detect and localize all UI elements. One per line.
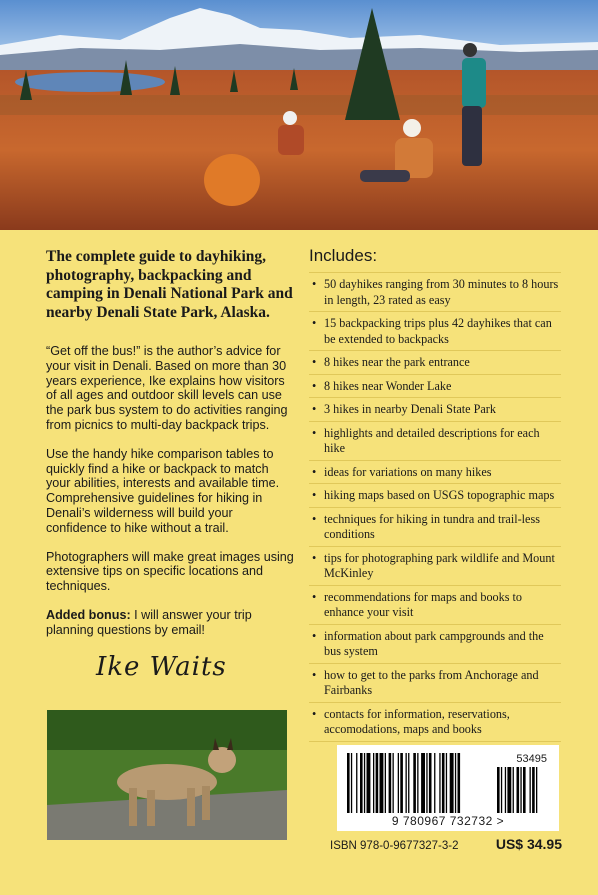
list-item: • 50 dayhikes ranging from 30 minutes to 8 hours in length, 23 rated as easy	[309, 273, 561, 312]
includes-column	[309, 246, 561, 742]
list-item: • tips for photographing park wildlife and Mount McKinley	[309, 547, 561, 586]
includes-list	[309, 272, 561, 742]
list-item: • recommendations for maps and books to enhance your visit	[309, 586, 561, 625]
list-item: • hiking maps based on USGS topographic maps	[309, 484, 561, 508]
cover-photo-hikers	[0, 0, 598, 230]
bonus-text: I will answer your trip planning questions by email!	[46, 607, 252, 637]
list-item: • 15 backpacking trips plus 42 dayhikes that can be extended to backpacks	[309, 312, 561, 351]
intro-paragraph: “Get off the bus!” is the author’s advice for your visit in Denali. Based on more than 30 years experience, Ike explains how visitors of all ages and outdoor skill levels can use the park bus system to do activities ranging from picnics to multi-day backpack trips.	[46, 344, 288, 432]
list-item: • contacts for information, reservations, accomodations, maps and books	[309, 703, 561, 742]
barcode	[337, 745, 559, 831]
author-signature: Ike Waits	[96, 651, 227, 682]
list-item: • 3 hikes in nearby Denali State Park	[309, 398, 561, 422]
tables-paragraph: Use the handy hike comparison tables to quickly find a hike or backpack to match your abilities, interests and available time. Comprehensive guidelines for hiking in Denali’s wilderness will build your confidence to hike without a trail.	[46, 446, 280, 535]
description-column	[46, 248, 294, 682]
list-item: • ideas for variations on many hikes	[309, 461, 561, 485]
photographers-paragraph: Photographers will make great images using extensive tips on specific locations and techniques.	[46, 549, 294, 594]
price: US$ 34.95	[495, 836, 562, 852]
list-item: • how to get to the parks from Anchorage and Fairbanks	[309, 664, 561, 703]
list-item: • highlights and detailed descriptions for each hike	[309, 422, 561, 461]
bonus-label: Added bonus:	[46, 607, 131, 622]
lynx-photo	[47, 710, 287, 840]
list-item: • techniques for hiking in tundra and trail-less conditions	[309, 508, 561, 547]
isbn: ISBN 978-0-9677327-3-2	[330, 840, 459, 852]
list-item: • 8 hikes near the park entrance	[309, 351, 561, 375]
tagline: The complete guide to dayhiking, photography, backpacking and camping in Denali National Park and nearby Denali State Park, Alaska.	[46, 248, 293, 321]
includes-heading: Includes:	[309, 246, 378, 265]
barcode-addon-number: 53495	[516, 753, 547, 765]
bonus-paragraph	[46, 608, 294, 638]
barcode-number: 9 780967 732732 >	[391, 814, 505, 828]
list-item: • information about park campgrounds and the bus system	[309, 625, 561, 664]
list-item: • 8 hikes near Wonder Lake	[309, 375, 561, 399]
isbn-price-line	[330, 836, 562, 852]
